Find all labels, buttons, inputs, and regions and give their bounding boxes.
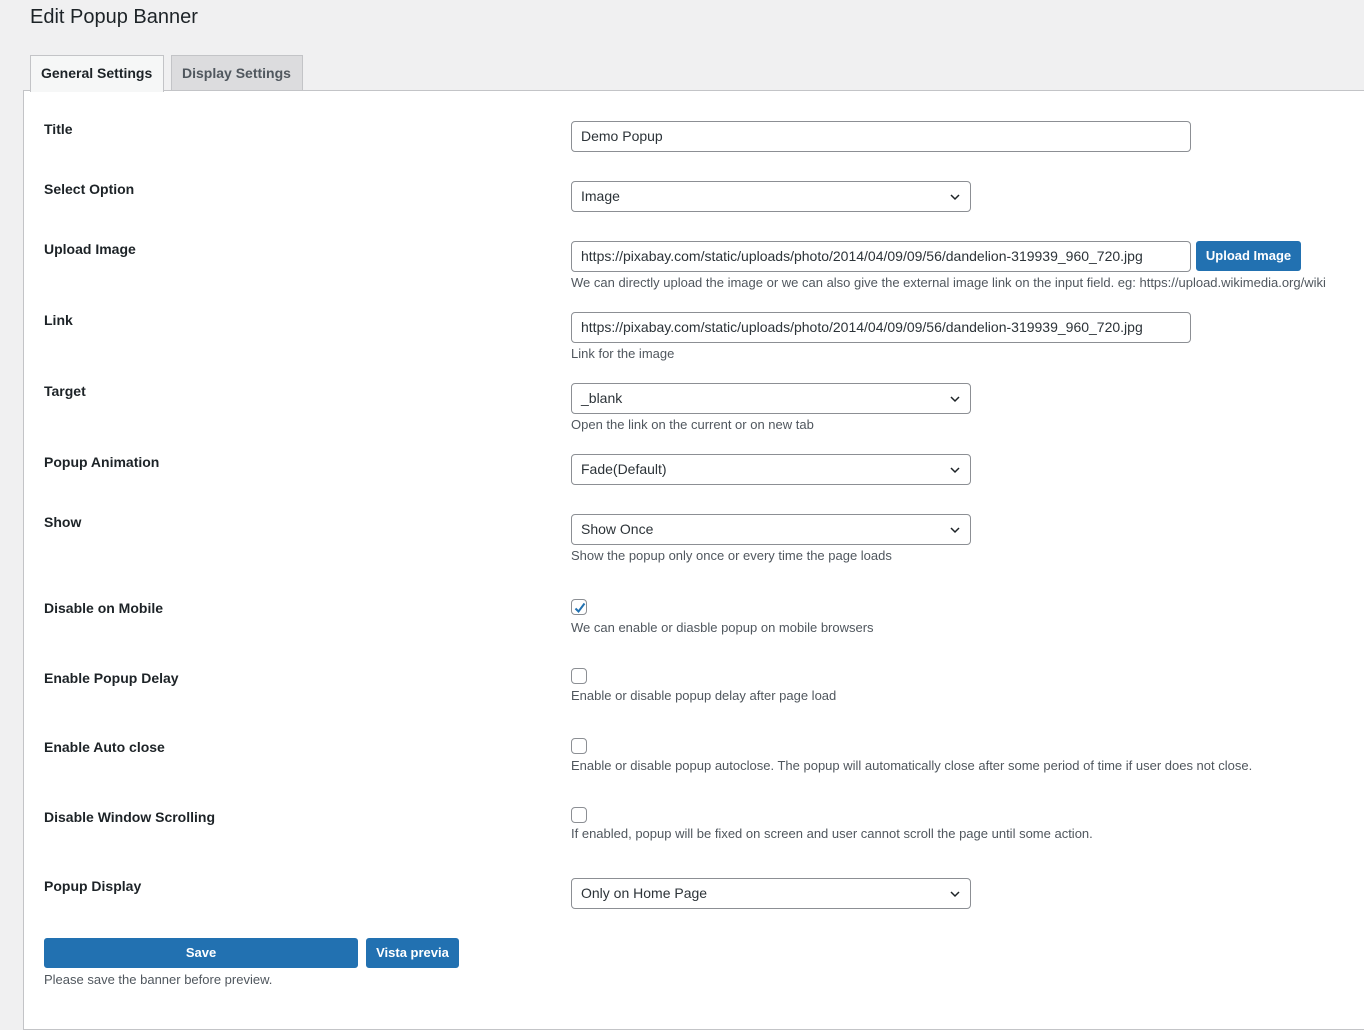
chevron-down-icon <box>950 394 960 404</box>
target-label: Target <box>44 383 86 399</box>
link-description: Link for the image <box>571 346 675 361</box>
chevron-down-icon <box>950 889 960 899</box>
disable-scrolling-description: If enabled, popup will be fixed on screen and user cannot scroll the page until some action. <box>571 826 1093 841</box>
popup-display-dropdown[interactable] <box>571 878 971 909</box>
popup-delay-description: Enable or disable popup delay after page load <box>571 688 837 703</box>
tab-display-settings[interactable]: Display Settings <box>171 55 303 91</box>
popup-animation-label: Popup Animation <box>44 454 160 470</box>
upload-image-button[interactable]: Upload Image <box>1196 241 1301 271</box>
show-dropdown[interactable] <box>571 514 971 545</box>
page-title: Edit Popup Banner <box>30 6 198 28</box>
save-note: Please save the banner before preview. <box>44 972 273 987</box>
popup-delay-label: Enable Popup Delay <box>44 670 179 686</box>
upload-image-url-input[interactable]: https://pixabay.com/static/uploads/photo/2014/04/09/09/56/dandelion-319939_960_720.jpg <box>571 241 1191 272</box>
title-label: Title <box>44 121 73 137</box>
settings-panel <box>23 90 1364 1030</box>
disable-scrolling-label: Disable Window Scrolling <box>44 809 216 825</box>
show-label: Show <box>44 514 82 530</box>
select-option-dropdown[interactable] <box>571 181 971 212</box>
target-value: _blank <box>581 390 623 406</box>
disable-mobile-label: Disable on Mobile <box>44 600 164 616</box>
popup-display-value: Only on Home Page <box>581 885 708 901</box>
popup-animation-dropdown[interactable] <box>571 454 971 485</box>
popup-animation-value: Fade(Default) <box>581 461 667 477</box>
popup-display-label: Popup Display <box>44 878 142 894</box>
disable-mobile-description: We can enable or diasble popup on mobile browsers <box>571 620 874 635</box>
disable-scrolling-checkbox[interactable] <box>571 807 587 823</box>
popup-delay-checkbox[interactable] <box>571 668 587 684</box>
auto-close-checkbox[interactable] <box>571 738 587 754</box>
preview-button[interactable]: Vista previa <box>366 938 459 968</box>
upload-image-label: Upload Image <box>44 241 136 257</box>
select-option-value: Image <box>581 188 620 204</box>
upload-image-description: We can directly upload the image or we can also give the external image link on the input field. eg: https://upload.wikimedia.org/wiki <box>571 275 1326 290</box>
chevron-down-icon <box>950 192 960 202</box>
show-description: Show the popup only once or every time the page loads <box>571 548 892 563</box>
save-button[interactable]: Save <box>44 938 358 968</box>
title-input[interactable]: Demo Popup <box>571 121 1191 152</box>
show-value: Show Once <box>581 521 654 537</box>
auto-close-label: Enable Auto close <box>44 739 165 755</box>
chevron-down-icon <box>950 525 960 535</box>
auto-close-description: Enable or disable popup autoclose. The popup will automatically close after some period of time if user does not close. <box>571 758 1253 773</box>
checkmark-icon <box>572 600 588 616</box>
chevron-down-icon <box>950 465 960 475</box>
link-input[interactable]: https://pixabay.com/static/uploads/photo/2014/04/09/09/56/dandelion-319939_960_720.jpg <box>571 312 1191 343</box>
target-dropdown[interactable] <box>571 383 971 414</box>
target-description: Open the link on the current or on new tab <box>571 417 814 432</box>
select-option-label: Select Option <box>44 181 135 197</box>
link-label: Link <box>44 312 73 328</box>
disable-mobile-checkbox[interactable] <box>571 599 587 615</box>
tab-general-settings[interactable]: General Settings <box>30 55 164 92</box>
